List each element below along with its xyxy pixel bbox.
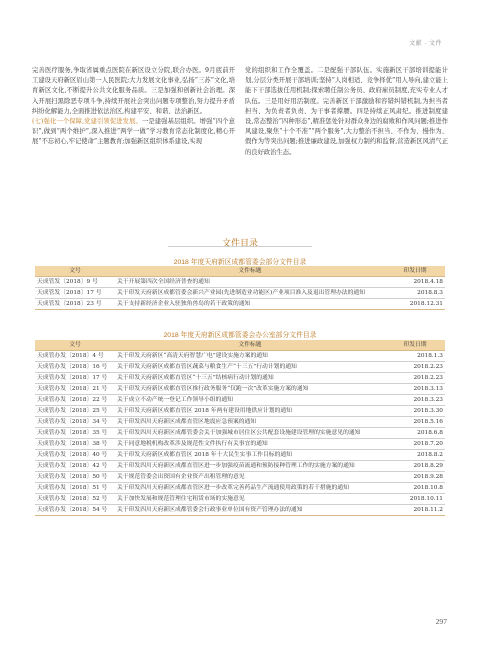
table-row (35, 472, 445, 483)
table-row (35, 483, 445, 494)
table-row (35, 494, 445, 505)
table-row (35, 395, 445, 406)
table-row (35, 417, 445, 428)
doc-title-cell: 关于同意地税机构改革涉及规范性文件执行有关事宜的通知 (115, 439, 385, 450)
document-table (35, 340, 445, 516)
issue-date-cell: 2018.3.13 (385, 384, 445, 395)
paragraph: 完善医疗服务,争取省属重点医院在新区设立分院,联合办医。9月底前开工建设天府新区眉山第一人民医院;大力发展文化事业,弘扬“三苏”文化,培育新区文化,不断提升公共文化服务品质。三是加强和创新社会治理。深入开展扫黑除恶专项斗争,持续开展社会突出问题专项整治,努力提升矛盾纠纷化解能力,全面推进依法治区,构建平安、和谐、法治新区。 (32, 67, 235, 115)
table-row (35, 351, 445, 362)
doc-title-cell: 关于印发四川天府新区成都管委会行政事业单位国有资产管理办法的通知 (115, 505, 385, 516)
issue-date-cell: 2018.9.28 (385, 472, 445, 483)
column-header: 印发日期 (385, 340, 445, 351)
issue-date-cell: 2018.3.23 (385, 395, 445, 406)
doc-title-cell: 关于印发四川天府新区成都管委会关于加强城市居住区公共配套设施建设管理的实施意见的通知 (115, 428, 385, 439)
doc-number-cell: 天成管办发〔2018〕51 号 (35, 483, 115, 494)
table-row (35, 373, 445, 384)
doc-number-cell: 天成管办发〔2018〕16 号 (35, 362, 115, 373)
doc-title-cell: 关于印发天府新区成都直管区推行政务服务“仅跑一次”改革实施方案的通知 (115, 384, 385, 395)
doc-number-cell: 天成管办发〔2018〕4 号 (35, 351, 115, 362)
table-header-row (35, 340, 445, 351)
column-header: 文件标题 (115, 340, 385, 351)
doc-number-cell: 天成管办发〔2018〕21 号 (35, 384, 115, 395)
column-header: 文号 (35, 266, 115, 277)
doc-title-cell: 关于印发天府新区成都直管区 2018 年两有建设用地供应计划的通知 (115, 406, 385, 417)
table-row (35, 406, 445, 417)
issue-date-cell: 2018.4.18 (385, 277, 445, 288)
table-row (35, 288, 445, 299)
issue-date-cell: 2018.12.31 (385, 299, 445, 310)
section-heading: (七)强化一个保障,党建引领促进发展。 (32, 118, 142, 126)
table-row (35, 461, 445, 472)
doc-title-cell: 关于加快发展和规范管理住宅租赁市场的实施意见 (115, 494, 385, 505)
document-table (35, 266, 445, 310)
doc-title-cell: 关于开展第四次全国经济普查的通知 (115, 277, 385, 288)
doc-number-cell: 天成管发〔2018〕17 号 (35, 288, 115, 299)
column-header: 文件标题 (115, 266, 385, 277)
issue-date-cell: 2018.8.3 (385, 288, 445, 299)
issue-date-cell: 2018.2.23 (385, 373, 445, 384)
doc-title-cell: 关于印发天府新区“高清天府智慧广电”建设实施方案的通知 (115, 351, 385, 362)
issue-date-cell: 2018.7.20 (385, 439, 445, 450)
issue-date-cell: 2018.10.11 (385, 494, 445, 505)
column-header: 文号 (35, 340, 115, 351)
doc-title-cell: 关于印发天府新区成都管委会新兴产业园(先进制造业功能区)产业项目准入及退出管理办法的通知 (115, 288, 385, 299)
issue-date-cell: 2018.2.23 (385, 362, 445, 373)
issue-date-cell: 2018.8.2 (385, 450, 445, 461)
doc-title-cell: 关于印发天府新区成都直管区蔬菜与粮食生产“十三五”行动计划的通知 (115, 362, 385, 373)
doc-title-cell: 关于印发天府新区成都直管区“十三五”结核病行动计划的通知 (115, 373, 385, 384)
doc-number-cell: 天成管办发〔2018〕38 号 (35, 439, 115, 450)
section-title: 文件目录 (221, 238, 258, 248)
doc-number-cell: 天成管办发〔2018〕22 号 (35, 395, 115, 406)
table-row (35, 299, 445, 310)
issue-date-cell: 2018.6.8 (385, 428, 445, 439)
issue-date-cell: 2018.11.2 (385, 505, 445, 516)
table-row (35, 439, 445, 450)
issue-date-cell: 2018.8.29 (385, 461, 445, 472)
doc-number-cell: 天成管办发〔2018〕35 号 (35, 428, 115, 439)
table-title: 2018 年度天府新区成都管委会部分文件目录 (173, 259, 307, 266)
doc-number-cell: 天成管发〔2018〕23 号 (35, 299, 115, 310)
paragraph (32, 117, 235, 148)
divider (168, 246, 312, 247)
paragraph: 党的组织和工作全覆盖。二是配强干部队伍。实施新区干部培训提能计划,分层分类开展干部培训;坚持“人岗相适、竞争择优”用人导向,建立能上能下干部选拔任用机制;探索聘任制公务员、政府雇员制度,充实专业人才队伍。三是用好用活制度。完善新区干部激励和容错纠错机制,为担当者担当、为负责者负责、为干事者撑腰。四是持续正风肃纪。推进制度建设,常态整治“四种形态”,精准惩处针对群众身边的腐败和作风问题;推进作风建设,聚焦“十个不准”“两个服务”,大力整治不担当、不作为、慢作为、假作为等突出问题;推进廉政建设,加强权力制约和监督,营造新区风清气正的良好政治生态。 (245, 67, 448, 156)
running-header: 文献 · 文件 (409, 41, 442, 47)
doc-number-cell: 天成管办发〔2018〕42 号 (35, 461, 115, 472)
doc-title-cell: 关于印发四川天府新区成都直管区地震应急预案的通知 (115, 417, 385, 428)
doc-number-cell: 天成管办发〔2018〕54 号 (35, 505, 115, 516)
doc-title-cell: 关于印发四川天府新区成都直管区进一步改革完善药品生产流通使用政策的若干措施的通知 (115, 483, 385, 494)
column-header: 印发日期 (385, 266, 445, 277)
issue-date-cell: 2018.1.3 (385, 351, 445, 362)
table-row (35, 428, 445, 439)
doc-title-cell: 关于支持新经济企业入驻独角兽岛的若干政策的通知 (115, 299, 385, 310)
doc-number-cell: 天成管办发〔2018〕40 号 (35, 450, 115, 461)
issue-date-cell: 2018.10.8 (385, 483, 445, 494)
doc-title-cell: 关于印发天府新区成都直管区 2018 年十大民生实事工作目标的通知 (115, 450, 385, 461)
right-column (245, 66, 448, 158)
doc-number-cell: 天成管办发〔2018〕17 号 (35, 373, 115, 384)
table-row (35, 362, 445, 373)
issue-date-cell: 2018.5.16 (385, 417, 445, 428)
paragraph-text: 一是建强基层组织。增强“四个意识”,做到“两个维护”,深入推进“两学一做”学习教育常态化制度化,精心开展“不忘初心,牢记使命”主题教育;加强新区组织体系建设,实现 (32, 118, 235, 146)
doc-title-cell: 关于成立不动产统一登记工作领导小组的通知 (115, 395, 385, 406)
table-row (35, 277, 445, 288)
table-title: 2018 年度天府新区成都管委会办公室部分文件目录 (163, 332, 317, 339)
table-header-row (35, 266, 445, 277)
doc-number-cell: 天成管发〔2018〕9 号 (35, 277, 115, 288)
table-row (35, 450, 445, 461)
doc-number-cell: 天成管办发〔2018〕25 号 (35, 406, 115, 417)
issue-date-cell: 2018.3.30 (385, 406, 445, 417)
table-row (35, 384, 445, 395)
doc-number-cell: 天成管办发〔2018〕52 号 (35, 494, 115, 505)
doc-title-cell: 关于印发四川天府新区成都直管区进一步加强疫苗流通和预防接种管理工作的实施方案的通知 (115, 461, 385, 472)
table-row (35, 505, 445, 516)
doc-number-cell: 天成管办发〔2018〕50 号 (35, 472, 115, 483)
page-number: 297 (435, 617, 447, 626)
body-columns (32, 66, 448, 158)
left-column (32, 66, 235, 158)
doc-title-cell: 关于规范管委会出资国有企业资产出租管理的意见 (115, 472, 385, 483)
doc-number-cell: 天成管办发〔2018〕34 号 (35, 417, 115, 428)
